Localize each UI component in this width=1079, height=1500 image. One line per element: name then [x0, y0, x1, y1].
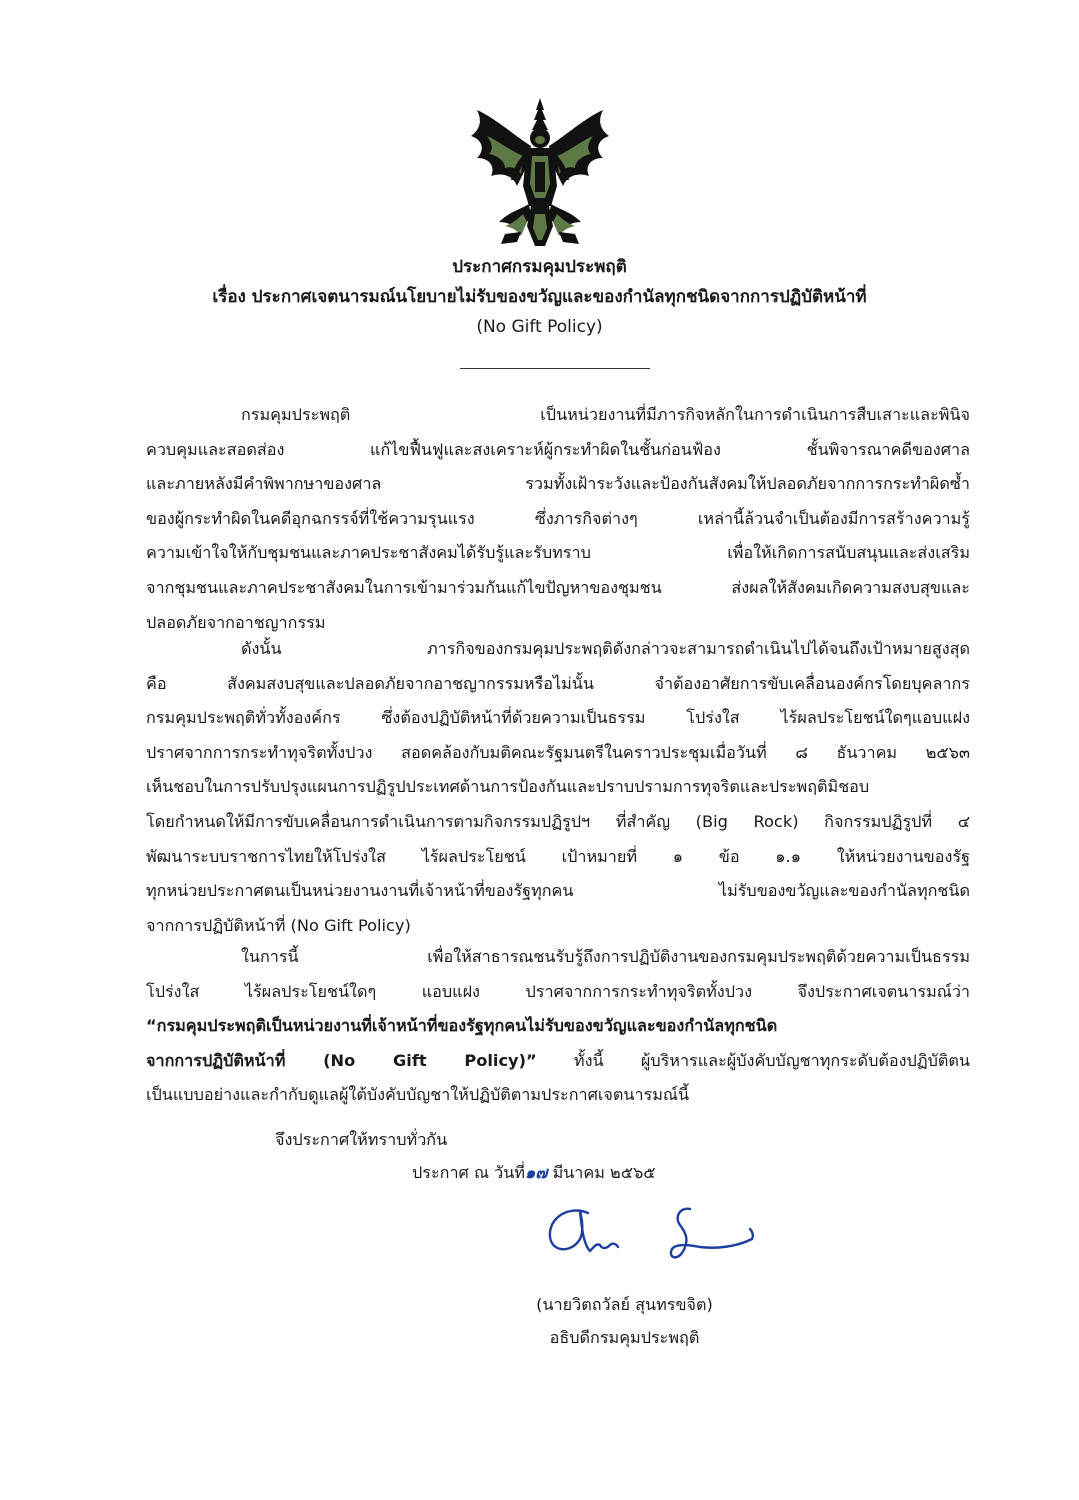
- paragraph-line: จากชุมชนและภาคประชาสังคมในการเข้ามาร่วมกันแก้ไขปัญหาของชุมชน ส่งผลให้สังคมเกิดความสงบสุขและ: [146, 577, 970, 597]
- date-prefix: ประกาศ ณ วันที่: [412, 1163, 525, 1182]
- paragraph-3: [146, 940, 970, 1113]
- header-divider: [460, 368, 650, 369]
- paragraph-line: ปลอดภัยจากอาชญากรรม: [146, 612, 326, 632]
- paragraph-line-rest: ทั้งนี้ ผู้บริหารและผู้บังคับบัญชาทุกระดับต้องปฏิบัติตน: [536, 1050, 970, 1070]
- date-day: ๑๗: [524, 1163, 548, 1182]
- paragraph-line: ของผู้กระทำผิดในคดีอุกฉกรรจ์ที่ใช้ความรุนแรง ซึ่งภารกิจต่างๆ เหล่านี้ล้วนจำเป็นต้องมีการสร้างความรู้: [146, 508, 970, 528]
- policy-statement-line: “กรมคุมประพฤติเป็นหน่วยงานที่เจ้าหน้าที่ของรัฐทุกคนไม่รับของขวัญและของกำนัลทุกชนิด: [146, 1016, 778, 1036]
- paragraph-line: ความเข้าใจให้กับชุมชนและภาคประชาสังคมได้รับรู้และรับทราบ เพื่อให้เกิดการสนับสนุนและส่งเสริม: [146, 543, 970, 563]
- issuer-title: ประกาศกรมคุมประพฤติ: [452, 257, 627, 277]
- signatory-position: อธิบดีกรมคุมประพฤติ: [549, 1328, 700, 1347]
- paragraph-1: [146, 398, 970, 640]
- subject-title: เรื่อง ประกาศเจตนารมณ์นโยบายไม่รับของขวัญและของกำนัลทุกชนิดจากการปฏิบัติหน้าที่: [212, 287, 867, 307]
- paragraph-line: โปร่งใส ไร้ผลประโยชน์ใดๆ แอบแฝง ปราศจากการกระทำทุจริตทั้งปวง จึงประกาศเจตนารมณ์ว่า: [146, 981, 970, 1001]
- policy-name: (No Gift Policy): [476, 317, 603, 337]
- paragraph-line: คือ สังคมสงบสุขและปลอดภัยจากอาชญากรรมหรือไม่นั้น จำต้องอาศัยการขับเคลื่อนองค์กรโดยบุคลากร: [146, 673, 970, 693]
- document-header: [0, 252, 1079, 342]
- paragraph-line: เป็นแบบอย่างและกำกับดูแลผู้ใต้บังคับบัญชาให้ปฏิบัติตามประกาศเจตนารมณ์นี้: [146, 1085, 690, 1105]
- garuda-emblem-icon: [465, 96, 615, 248]
- paragraph-line: และภายหลังมีคำพิพากษาของศาล รวมทั้งเฝ้าระวังและป้องกันสังคมให้ปลอดภัยจากการกระทำผิดซ้ำ: [146, 474, 970, 494]
- paragraph-line: ดังนั้น ภารกิจของกรมคุมประพฤติดังกล่าวจะสามารถดำเนินไปได้จนถึงเป้าหมายสูงสุด: [241, 639, 970, 658]
- closing-announce: จึงประกาศให้ทราบทั่วกัน: [275, 1130, 448, 1149]
- paragraph-line: กรมคุมประพฤติทั่วทั้งองค์กร ซึ่งต้องปฏิบัติหน้าที่ด้วยความเป็นธรรม โปร่งใส ไร้ผลประโยชน์ใดๆแอบแฝง: [146, 708, 970, 728]
- date-rest: มีนาคม ๒๕๖๕: [547, 1163, 656, 1182]
- paragraph-line: พัฒนาระบบราชการไทยให้โปร่งใส ไร้ผลประโยชน์ เป้าหมายที่ ๑ ข้อ ๑.๑ ให้หน่วยงานของรัฐ: [146, 846, 970, 866]
- paragraph-line: ในการนี้ เพื่อให้สาธารณชนรับรู้ถึงการปฏิบัติงานของกรมคุมประพฤติด้วยความเป็นธรรม: [241, 947, 970, 966]
- paragraph-line: ทุกหน่วยประกาศตนเป็นหน่วยงานงานที่เจ้าหน้าที่ของรัฐทุกคน ไม่รับของขวัญและของกำนัลทุกชนิด: [146, 881, 970, 901]
- paragraph-line: จากการปฏิบัติหน้าที่ (No Gift Policy): [146, 915, 411, 935]
- paragraph-line: โดยกำหนดให้มีการขับเคลื่อนการดำเนินการตามกิจกรรมปฏิรูปฯ ที่สำคัญ (Big Rock) กิจกรรมปฏิรูปที่ ๔: [146, 811, 970, 831]
- handwritten-signature: [540, 1195, 760, 1275]
- paragraph-2: [146, 632, 970, 943]
- paragraph-line: เห็นชอบในการปรับปรุงแผนการปฏิรูปประเทศด้านการป้องกันและปราบปรามการทุจริตและประพฤติมิชอบ: [146, 777, 870, 797]
- paragraph-line: [146, 1044, 970, 1079]
- paragraph-line: ควบคุมและสอดส่อง แก้ไขฟื้นฟูและสงเคราะห์ผู้กระทำผิดในชั้นก่อนฟ้อง ชั้นพิจารณาคดีของศาล: [146, 439, 970, 459]
- announcement-date: [412, 1158, 656, 1188]
- paragraph-line: ปราศจากการกระทำทุจริตทั้งปวง สอดคล้องกับมติคณะรัฐมนตรีในคราวประชุมเมื่อวันที่ ๘ ธันวาคม ๒๕๖๓: [146, 742, 970, 762]
- policy-statement-end: จากการปฏิบัติหน้าที่ (No Gift Policy)”: [146, 1050, 537, 1070]
- paragraph-line: กรมคุมประพฤติ เป็นหน่วยงานที่มีภารกิจหลักในการดำเนินการสืบเสาะและพินิจ: [241, 405, 970, 424]
- signatory-name: (นายวิตถวัลย์ สุนทรขจิต): [536, 1295, 713, 1314]
